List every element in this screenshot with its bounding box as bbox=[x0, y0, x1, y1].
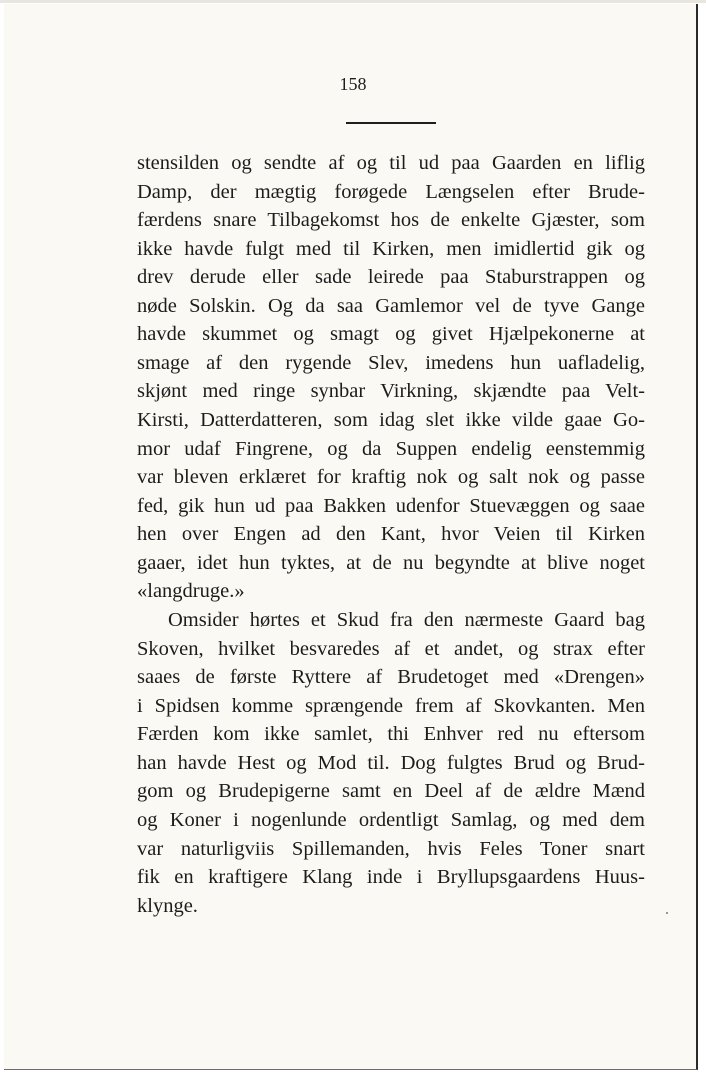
text-line: mor udaf Fingrene, og da Suppen endelig eenstemmig bbox=[137, 438, 645, 460]
text-line: færdens snare Tilbagekomst hos de enkelte Gjæster, som bbox=[137, 209, 645, 231]
text-line: var bleven erklæret for kraftig nok og salt nok og passe bbox=[137, 466, 645, 488]
text-line: nøde Solskin. Og da saa Gamlemor vel de tyve Gange bbox=[137, 295, 645, 317]
text-line: fed, gik hun ud paa Bakken udenfor Stuevæggen og saae bbox=[137, 495, 645, 517]
text-line: Damp, der mægtig forøgede Længselen efter Brude- bbox=[137, 181, 645, 203]
text-line: var naturligviis Spillemanden, hvis Feles Toner snart bbox=[137, 838, 645, 860]
text-line: Færden kom ikke samlet, thi Enhver red nu eftersom bbox=[137, 723, 645, 745]
text-line: skjønt med ringe synbar Virkning, skjændte paa Velt- bbox=[137, 380, 645, 402]
text-line: stensilden og sendte af og til ud paa Gaarden en liflig bbox=[137, 152, 645, 174]
paper-speck bbox=[666, 912, 668, 914]
header-rule bbox=[346, 122, 436, 124]
text-line: hen over Engen ad den Kant, hvor Veien til Kirken bbox=[137, 523, 645, 545]
text-line: gaaer, idet hun tyktes, at de nu begyndte at blive noget bbox=[137, 552, 645, 574]
text-line: gom og Brudepigerne samt en Deel af de ældre Mænd bbox=[137, 780, 645, 802]
text-line: drev derude eller sade leirede paa Staburstrappen og bbox=[137, 266, 645, 288]
text-line: saaes de første Ryttere af Brudetoget med «Drengen» bbox=[137, 666, 645, 688]
text-line: og Koner i nogenlunde ordentligt Samlag, og med dem bbox=[137, 809, 645, 831]
text-line: fik en kraftigere Klang inde i Bryllupsgaardens Huus- bbox=[137, 866, 645, 888]
text-line: Skoven, hvilket besvaredes af et andet, og strax efter bbox=[137, 638, 645, 660]
text-line: Kirsti, Datterdatteren, som idag slet ikke vilde gaae Go- bbox=[137, 409, 645, 431]
text-line: Omsider hørtes et Skud fra den nærmeste Gaard bag bbox=[168, 609, 645, 631]
text-line: klynge. bbox=[137, 895, 198, 917]
text-line: han havde Hest og Mod til. Dog fulgtes Brud og Brud- bbox=[137, 752, 645, 774]
text-line: «langdruge.» bbox=[137, 580, 245, 602]
text-line: havde skummet og smagt og givet Hjælpekonerne at bbox=[137, 323, 645, 345]
page-number: 158 bbox=[339, 74, 367, 94]
text-line: ikke havde fulgt med til Kirken, men imidlertid gik og bbox=[137, 238, 645, 260]
scan-top-edge bbox=[0, 0, 706, 3]
text-line: i Spidsen komme sprængende frem af Skovkanten. Men bbox=[137, 695, 645, 717]
text-line: smage af den rygende Slev, imedens hun uafladelig, bbox=[137, 352, 645, 374]
